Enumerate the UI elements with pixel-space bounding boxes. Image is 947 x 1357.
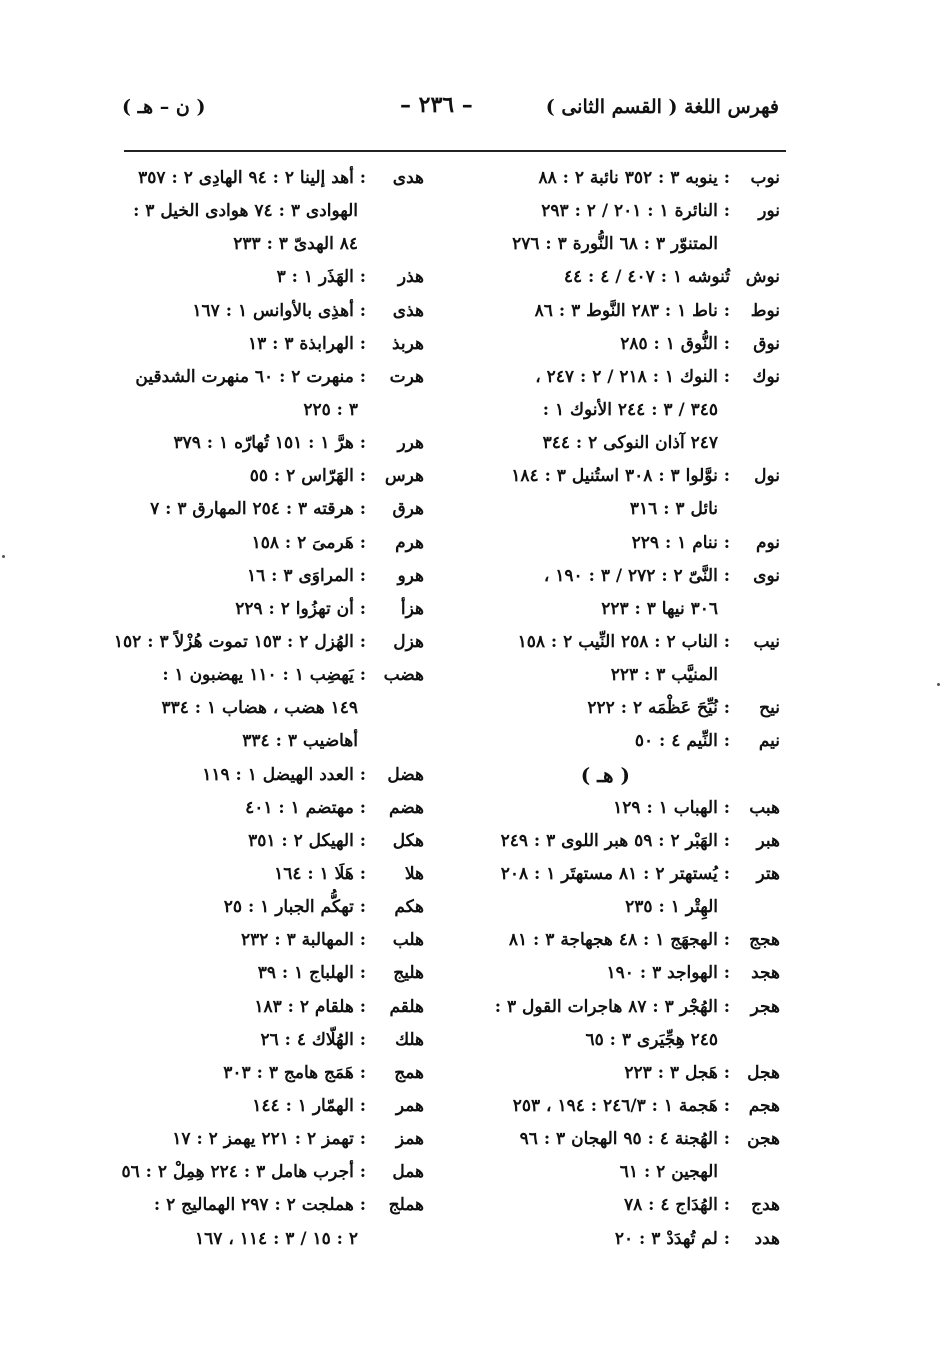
entry-references: : الهَرّاس ٢ : ٥٥ xyxy=(249,466,366,487)
entry-references: : النائرة ١ : ٢٠١ / ٢ : ٢٩٣ xyxy=(541,201,730,222)
index-entry xyxy=(124,363,424,396)
entry-root: نوك xyxy=(752,366,780,387)
index-entry xyxy=(124,893,424,926)
index-entry xyxy=(124,164,424,197)
index-entry xyxy=(124,529,424,562)
index-entry xyxy=(124,926,424,959)
entry-root: هرت xyxy=(389,366,424,387)
entry-root: هجد xyxy=(751,963,780,984)
index-entry-continuation xyxy=(480,396,780,429)
index-entry xyxy=(480,363,780,396)
section-heading xyxy=(480,761,780,794)
entry-root: نور xyxy=(758,201,780,222)
entry-root: هدد xyxy=(754,1228,780,1249)
index-entry xyxy=(480,628,780,661)
entry-root: هضب xyxy=(383,665,424,686)
index-entry xyxy=(480,529,780,562)
index-entry xyxy=(480,926,780,959)
entry-references: : المهالبة ٣ : ٢٣٢ xyxy=(241,930,366,951)
index-entry xyxy=(480,993,780,1026)
index-entry xyxy=(124,297,424,330)
index-entry xyxy=(124,1026,424,1059)
entry-root: هملج xyxy=(388,1195,424,1216)
entry-references: المنيَّب ٣ : ٢٢٣ xyxy=(610,665,718,686)
index-entry-continuation xyxy=(124,230,424,263)
index-entry xyxy=(121,1158,424,1191)
index-entry xyxy=(480,263,780,296)
section-letter: ( هـ ) xyxy=(580,762,630,787)
entry-references: : النوك ١ : ٢١٨ / ٢ : ٢٤٧ ، xyxy=(535,366,730,387)
entry-references: : الهباب ١ : ١٢٩ xyxy=(613,797,730,818)
entry-root: هرم xyxy=(395,532,424,553)
entry-root: همج xyxy=(394,1062,424,1083)
entry-references: الهِتْر ١ : ٢٣٥ xyxy=(625,897,718,918)
entry-root: هزأ xyxy=(400,598,424,619)
index-entry xyxy=(124,330,424,363)
entry-root: هتر xyxy=(756,863,780,884)
index-entry xyxy=(124,263,424,296)
index-entry-continuation xyxy=(124,197,424,230)
entry-references: : هَمَج هامج ٣ : ٣٠٣ xyxy=(223,1062,366,1083)
index-entry xyxy=(124,1125,424,1158)
entry-root: هلا xyxy=(404,863,424,884)
index-entry xyxy=(480,959,780,992)
entry-root: هرر xyxy=(397,433,424,454)
index-entry xyxy=(124,1092,424,1125)
index-entry xyxy=(480,330,780,363)
entry-references: : هَلَا ١ : ١٦٤ xyxy=(274,863,366,884)
entry-references: : المراوَى ٣ : ١٦ xyxy=(247,565,366,586)
entry-references: : نُيِّحَ عَظْمَه ٢ : ٢٢٢ xyxy=(587,698,730,719)
index-entry xyxy=(124,860,424,893)
entry-references: الهجين ٢ : ٦١ xyxy=(619,1162,718,1183)
entry-references: : الهُلّاك ٤ : ٢٦ xyxy=(260,1029,366,1050)
entry-root: همر xyxy=(395,1095,424,1116)
left-column xyxy=(113,164,424,1258)
entry-references: ٢ : ١٥ / ٣ : ١١٤ ، ١٦٧ xyxy=(195,1228,358,1249)
index-entry xyxy=(480,1125,780,1158)
entry-references: المتنوّر ٣ : ٦٨ النُّورة ٣ : ٢٧٦ xyxy=(512,234,718,255)
entry-references: : ننام ١ : ٢٢٩ xyxy=(631,532,730,553)
entry-references: : منهرت ٢ : ٦٠ منهرت الشدقين xyxy=(135,366,366,387)
entry-root: هربذ xyxy=(392,333,424,354)
entry-root: نوط xyxy=(750,300,780,321)
entry-references: نائل ٣ : ٣١٦ xyxy=(629,499,718,520)
entry-references: : أجرب هامل ٣ : ٢٢٤ هِمِلْ ٢ : ٥٦ xyxy=(121,1162,366,1183)
index-entry xyxy=(124,1059,424,1092)
index-entry xyxy=(124,661,424,694)
entry-references: : الهُدَاج ٤ : ٧٨ xyxy=(623,1195,730,1216)
right-column xyxy=(480,164,780,1258)
entry-root: هكل xyxy=(392,830,424,851)
entry-root: هرس xyxy=(384,466,424,487)
index-entry xyxy=(480,1092,780,1125)
entry-references: : أن تهزُوا ٢ : ٢٢٩ xyxy=(235,598,366,619)
index-entry-continuation xyxy=(480,1026,780,1059)
entry-references: : الهواجد ٣ : ١٩٠ xyxy=(606,963,730,984)
entry-references: ٢٤٧ آذان النوكى ٢ : ٣٤٤ xyxy=(542,433,718,454)
entry-references: : هملجت ٢ : ٢٩٧ الهماليج ٢ : xyxy=(153,1195,366,1216)
entry-references: : هَجل ٣ : ٢٢٣ xyxy=(624,1062,730,1083)
index-title: فهرس اللغة ( القسم الثانى ) xyxy=(545,96,779,118)
entry-references: : هرقته ٣ : ٢٥٤ المهارق ٣ : ٧ xyxy=(150,499,366,520)
entry-references: : لم تُهدَدْ ٣ : ٢٠ xyxy=(614,1228,730,1249)
index-entry-continuation xyxy=(480,893,780,926)
index-entry-continuation xyxy=(480,1158,780,1191)
entry-root: همل xyxy=(392,1162,424,1183)
entry-references: ٣٠٦ نيها ٣ : ٢٢٣ xyxy=(601,598,718,619)
entry-references: : الهمّار ١ : ١٤٤ xyxy=(252,1095,366,1116)
index-entry xyxy=(480,562,780,595)
entry-references: ٣ : ٢٢٥ xyxy=(303,399,358,420)
index-entry xyxy=(124,495,424,528)
index-entry-continuation xyxy=(480,595,780,628)
entry-references: : الهَبْر ٢ : ٥٩ هبر اللوى ٣ : ٢٤٩ xyxy=(500,830,730,851)
index-entry xyxy=(124,1191,424,1224)
entry-root: هلب xyxy=(392,930,424,951)
entry-references: الهوادى ٣ : ٧٤ هوادى الخيل ٣ : xyxy=(133,201,358,222)
entry-references: : الهُجنة ٤ : ٩٥ الهجان ٣ : ٩٦ xyxy=(519,1129,730,1150)
entry-root: هجن xyxy=(747,1129,780,1150)
entry-references: : الهَذَر ١ : ٣ xyxy=(276,267,366,288)
index-entry-continuation xyxy=(124,396,424,429)
entry-root: هبب xyxy=(749,797,780,818)
entry-root: هلقم xyxy=(389,996,424,1017)
entry-root: هلك xyxy=(395,1029,424,1050)
entry-root: هدى xyxy=(392,168,424,188)
index-entry-continuation xyxy=(124,1225,424,1258)
entry-root: هجج xyxy=(749,930,780,951)
entry-references: : هَجمة ١ : ٢٤٦/٣ : ١٩٤ ، ٢٥٣ xyxy=(512,1095,730,1116)
index-entry-continuation xyxy=(480,429,780,462)
entry-root: هذى xyxy=(392,300,424,321)
scan-speck xyxy=(2,555,5,558)
entry-references: : الناب ٢ : ٢٥٨ النِّيب ٢ : ١٥٨ xyxy=(517,631,730,652)
entry-references: : النَّىّ ٢ : ٢٧٢ / ٣ : ١٩٠ ، xyxy=(543,565,730,586)
index-entry xyxy=(113,628,424,661)
entry-references: : يُستهتر ٢ : ٨١ مستهتَر ١ : ٢٠٨ xyxy=(500,863,730,884)
index-entry xyxy=(480,1191,780,1224)
entry-root: نوم xyxy=(755,532,780,553)
index-entry xyxy=(480,827,780,860)
index-entry xyxy=(124,562,424,595)
entry-references: ٨٤ الهدىّ ٣ : ٢٣٣ xyxy=(233,234,358,255)
entry-references: : الهجهَج ١ : ٤٨ هجهاجة ٣ : ٨١ xyxy=(508,930,730,951)
entry-references: : هَرمىَ ٢ : ١٥٨ xyxy=(251,532,366,553)
index-entry xyxy=(480,860,780,893)
letter-range: ( ن – هـ ) xyxy=(122,96,206,118)
entry-references: : النِّيم ٤ : ٥٠ xyxy=(634,731,730,752)
index-entry xyxy=(124,462,424,495)
entry-root: هجر xyxy=(750,996,780,1017)
entry-references: : يَهضِب ١ : ١١٠ يهضبون ١ : xyxy=(162,665,366,686)
index-entry xyxy=(124,827,424,860)
entry-root: هكم xyxy=(394,897,424,918)
entry-references: تُنوشه ١ : ٤٠٧ / ٤ : ٤٤ xyxy=(563,267,730,288)
entry-root: هضم xyxy=(388,797,424,818)
entry-root: همز xyxy=(395,1129,424,1150)
entry-references: : مهتضم ١ : ٤٠١ xyxy=(245,797,366,818)
entry-references: : الهُزل ٢ : ١٥٣ تموت هُزْلاً ٣ : ١٥٢ xyxy=(113,631,366,652)
entry-references: : ينوبه ٣ : ٣٥٢ نائبة ٢ : ٨٨ xyxy=(538,168,730,188)
entry-references: أهاضيب ٣ : ٣٣٤ xyxy=(242,731,358,752)
entry-root: هزل xyxy=(393,631,424,652)
entry-root: هجم xyxy=(748,1095,780,1116)
entry-root: نول xyxy=(754,466,780,487)
entry-root: هبر xyxy=(756,830,780,851)
index-entry-continuation xyxy=(480,230,780,263)
entry-root: نوب xyxy=(750,168,780,188)
page-number: – ٢٣٦ – xyxy=(400,92,473,118)
entry-references: : الهُجْر ٣ : ٨٧ هاجرات القول ٣ : xyxy=(494,996,730,1017)
entry-references: : هرَّ ١ : ١٥١ تُهارّه ١ : ٣٧٩ xyxy=(173,433,366,454)
entry-references: : النُّوق ١ : ٢٨٥ xyxy=(620,333,730,354)
entry-references: : تهكُّم الجبار ١ : ٢٥ xyxy=(223,897,366,918)
header-rule xyxy=(124,150,786,152)
scan-speck xyxy=(937,683,940,686)
entry-root: هرق xyxy=(392,499,424,520)
index-entry xyxy=(124,761,424,794)
entry-references: : العدد الهيضل ١ : ١١٩ xyxy=(202,764,366,785)
index-entry xyxy=(124,429,424,462)
index-entry xyxy=(124,595,424,628)
index-entry xyxy=(480,462,780,495)
index-entry-continuation xyxy=(480,661,780,694)
entry-references: ٢٤٥ هِجِّيَرى ٣ : ٦٥ xyxy=(585,1029,718,1050)
entry-root: هجل xyxy=(747,1062,780,1083)
entry-references: : أهد إلينا ٢ : ٩٤ الهادِى ٢ : ٣٥٧ xyxy=(138,168,366,188)
entry-root: هليج xyxy=(393,963,424,984)
entry-root: نوى xyxy=(753,565,780,586)
entry-references: : ناط ١ : ٢٨٣ النَّوط ٣ : ٨٦ xyxy=(534,300,730,321)
entry-references: : أهذِى بالأوانس ١ : ١٦٧ xyxy=(192,300,366,321)
entry-root: هدج xyxy=(751,1195,780,1216)
index-entry xyxy=(480,197,780,230)
index-entry xyxy=(480,297,780,330)
entry-root: نيح xyxy=(759,698,780,719)
index-entry xyxy=(124,993,424,1026)
entry-references: : هلقام ٢ : ١٨٣ xyxy=(254,996,366,1017)
entry-root: نيم xyxy=(758,731,780,752)
index-entry xyxy=(480,1225,780,1258)
index-entry xyxy=(124,959,424,992)
entry-references: : تهمز ٢ : ٢٢١ يهمز ٢ : ١٧ xyxy=(172,1129,366,1150)
entry-references: : الهرابذة ٣ : ١٣ xyxy=(247,333,366,354)
index-entry xyxy=(480,794,780,827)
entry-root: نيب xyxy=(753,631,780,652)
entry-root: هضل xyxy=(387,764,424,785)
entry-root: هرو xyxy=(397,565,424,586)
entry-references: : الهلباج ١ : ٣٩ xyxy=(257,963,366,984)
index-entry-continuation xyxy=(124,694,424,727)
index-entry xyxy=(124,794,424,827)
entry-references: ٣٤٥ / ٣ : ٢٤٤ الأنوك ١ : xyxy=(542,399,718,420)
entry-references: : نوَّلوا ٣ : ٣٠٨ استُنيل ٣ : ١٨٤ xyxy=(511,466,730,487)
index-entry-continuation xyxy=(124,727,424,760)
entry-root: نوش xyxy=(745,267,780,288)
entry-references: ١٤٩ هضب ، هضاب ١ : ٣٣٤ xyxy=(161,698,358,719)
index-entry xyxy=(480,164,780,197)
entry-root: نوق xyxy=(753,333,780,354)
index-entry xyxy=(480,694,780,727)
index-entry xyxy=(480,1059,780,1092)
index-entry-continuation xyxy=(480,495,780,528)
entry-references: : الهيكل ٢ : ٣٥١ xyxy=(248,830,366,851)
index-entry xyxy=(480,727,780,760)
entry-root: هذر xyxy=(397,267,424,288)
